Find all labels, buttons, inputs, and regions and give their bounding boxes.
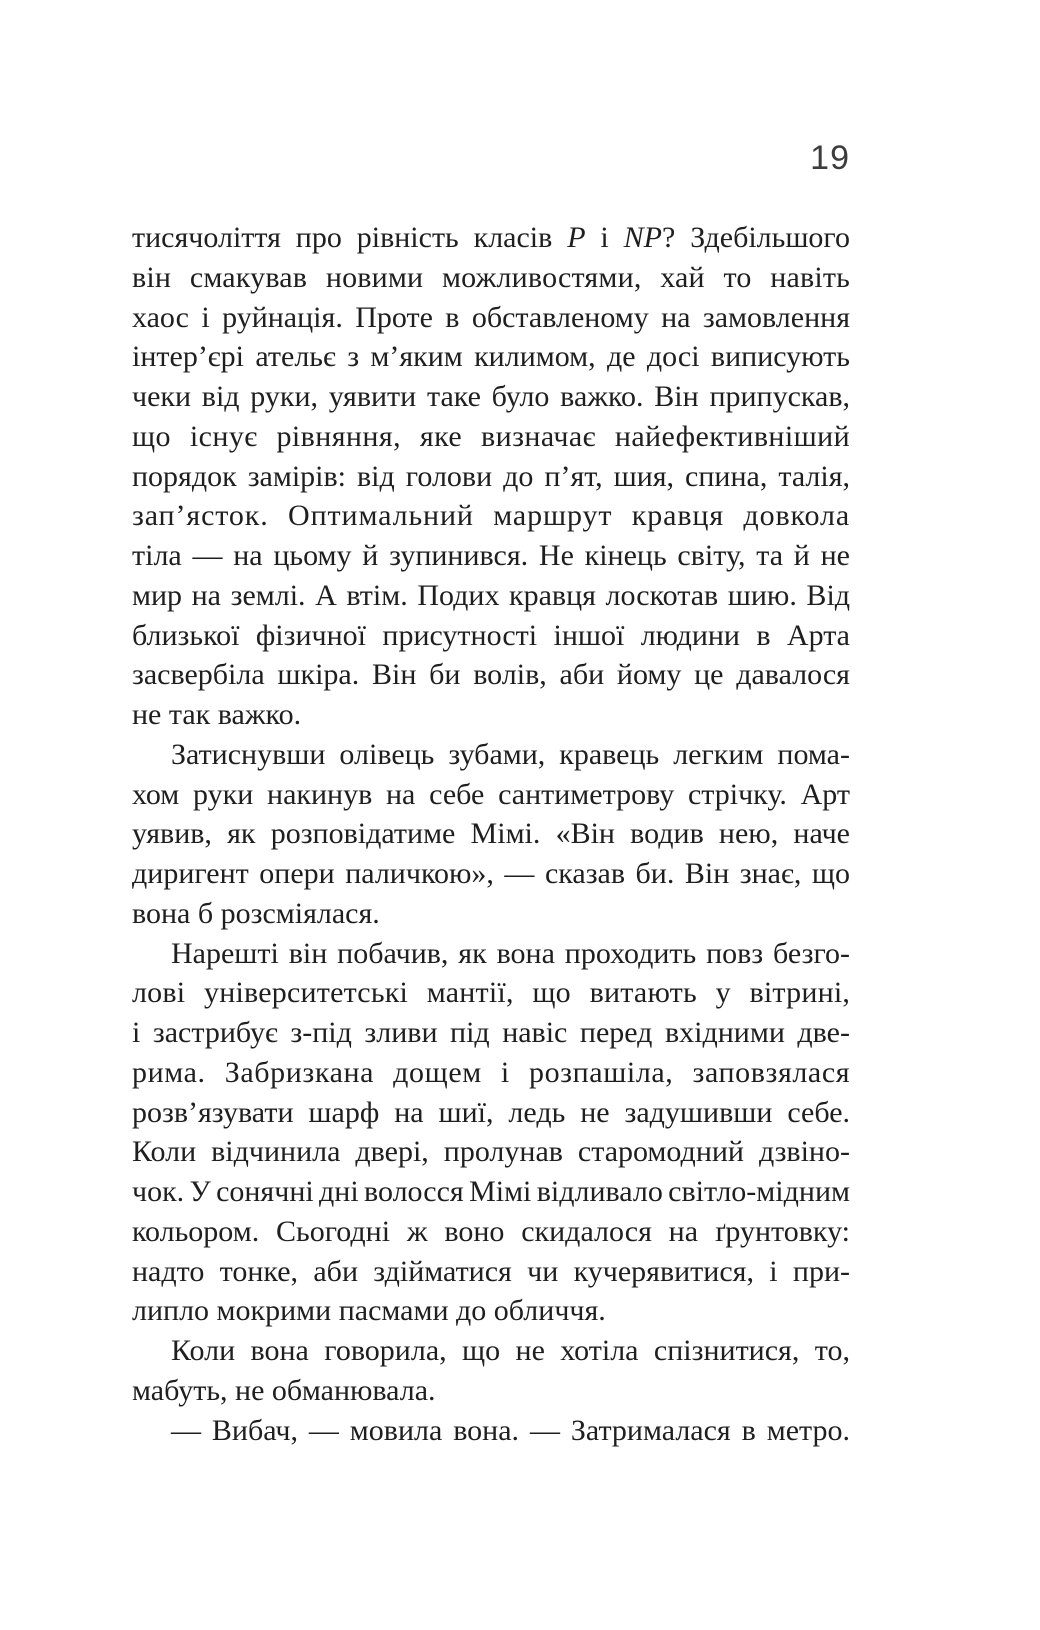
text-line: чок. У сонячні дні волосся Мімі відливало світло-мідним	[132, 1175, 850, 1208]
text-line: вона б розсміялася.	[132, 896, 380, 930]
paragraph	[132, 1331, 850, 1411]
text-line: Нарешті він побачив, як вона проходить повз безго-	[171, 936, 851, 970]
paragraph	[132, 934, 850, 1332]
text-line: уявив, як розповідатиме Мімі. «Він водив нею, наче	[132, 817, 850, 851]
text-line: липло мокрими пасмами до обличчя.	[132, 1294, 606, 1328]
italic-text: NP	[623, 221, 662, 254]
italic-text: P	[567, 221, 586, 254]
text-line: близької фізичної присутності іншої людини в Арта	[132, 618, 850, 652]
text-line: тисячоліття про рівність класів P і NP? Здебільшого	[132, 221, 850, 254]
text-block	[132, 218, 850, 1450]
text-line: інтер’єрі ательє з м’яким килимом, де досі виписують	[132, 340, 850, 374]
text-line: що існує рівняння, яке визначає найефективніший	[132, 419, 851, 453]
text-line: Коли вона говорила, що не хотіла спізнитися, то,	[171, 1334, 850, 1367]
text-line: мир на землі. А втім. Подих кравця лоскотав шию. Від	[132, 578, 851, 612]
text-line: кольором. Сьогодні ж воно скидалося на ґрунтовку:	[132, 1214, 851, 1248]
text-line: хом руки накинув на себе сантиметрову стрічку. Арт	[132, 777, 850, 811]
text-line: порядок замірів: від голови до п’ят, шия, спина, талія,	[132, 459, 850, 493]
text-line: зап’ясток. Оптимальний маршрут кравця довкола	[132, 499, 851, 533]
text-line: лові університетські мантії, що витають у вітрині,	[132, 976, 851, 1010]
text-line: мабуть, не обманювала.	[132, 1373, 436, 1407]
text-line: рима. Забризкана дощем і розпашіла, заповзялася	[132, 1055, 851, 1089]
text-line: надто тонке, аби здійматися чи кучерявитися, і при-	[132, 1254, 850, 1288]
text-line: хаос і руйнація. Проте в обставленому на замовлення	[132, 300, 851, 334]
paragraph	[132, 1411, 850, 1451]
text-line: і застрибує з-під зливи під навіс перед вхідними две-	[132, 1016, 850, 1049]
text-line: Коли відчинила двері, пролунав старомодний дзвіно-	[132, 1135, 850, 1169]
page-number: 19	[810, 139, 850, 177]
text-line: не так важко.	[132, 698, 302, 731]
text-line: він смакував новими можливостями, хай то навіть	[132, 260, 851, 294]
text-line: чеки від руки, уявити таке було важко. Він припускав,	[132, 380, 851, 413]
text-line: засвербіла шкіра. Він би волів, аби йому це давалося	[132, 658, 850, 692]
text-line: диригент опери паличкою», — сказав би. Він знає, що	[132, 857, 850, 890]
paragraph	[132, 218, 850, 735]
text-line: Затиснувши олівець зубами, кравець легким пома-	[171, 737, 850, 771]
text-line: — Вибач, — мовила вона. — Затрималася в метро.	[171, 1413, 851, 1447]
paragraph	[132, 735, 850, 934]
text-line: тіла — на цьому й зупинився. Не кінець світу, та й не	[132, 539, 850, 572]
text-line: розв’язувати шарф на шиї, ледь не задушивши себе.	[132, 1095, 851, 1129]
